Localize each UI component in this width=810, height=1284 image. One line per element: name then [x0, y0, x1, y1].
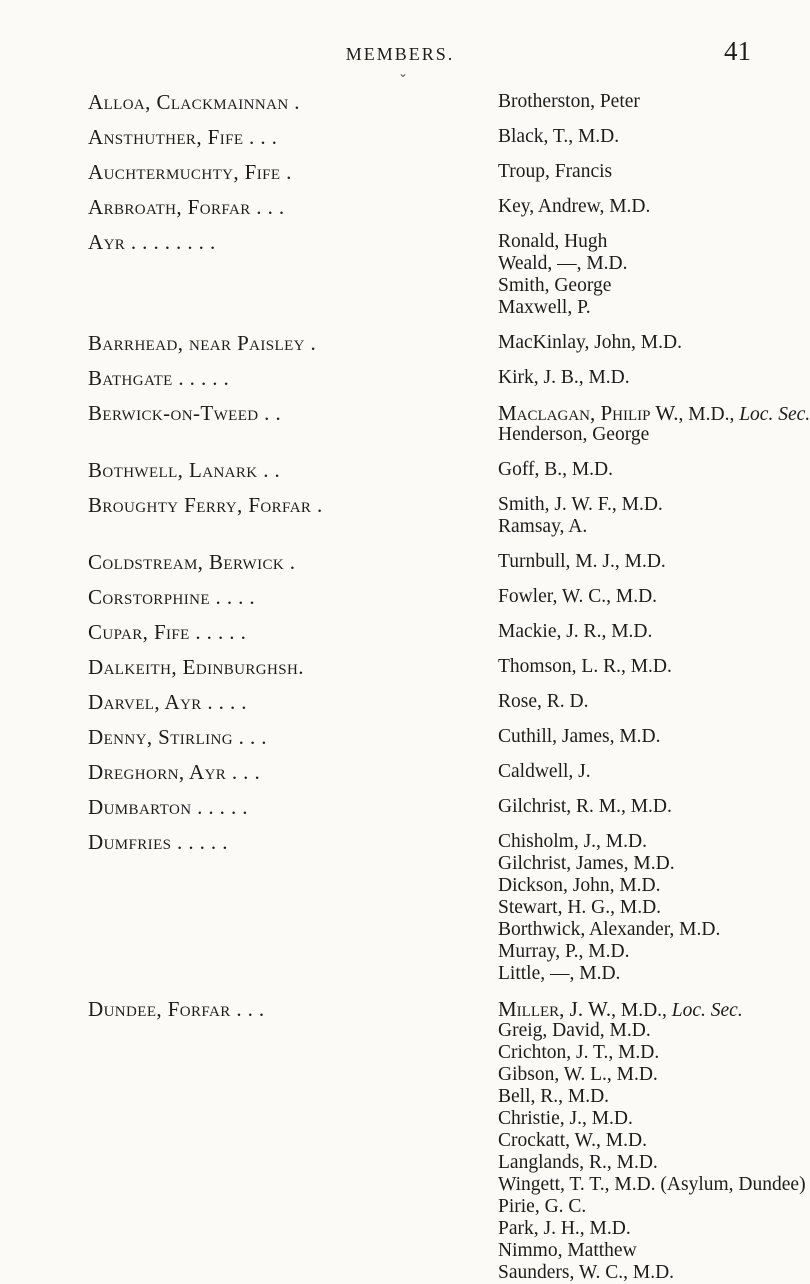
member-name — [498, 231, 798, 253]
member-text: Maxwell, P. — [498, 297, 591, 318]
member-names — [498, 761, 798, 783]
member-name — [498, 161, 798, 183]
place-name: Dumbarton . . . . . — [88, 795, 248, 819]
place-name: Dreghorn, Ayr . . . — [88, 760, 261, 784]
place-name: Dalkeith, Edinburghsh. — [88, 655, 304, 679]
role-label: Loc. Sec. — [739, 404, 810, 425]
member-names — [498, 691, 798, 713]
member-name — [498, 941, 798, 963]
place-name: Bothwell, Lanark . . — [88, 458, 281, 482]
member-name — [498, 831, 798, 853]
printer-mark: ⌄ — [398, 66, 409, 80]
member-text: Wingett, T. T., M.D. (Asylum, Dundee) — [498, 1174, 806, 1195]
member-text: Stewart, H. G., M.D. — [498, 897, 662, 918]
member-names — [498, 231, 798, 319]
secretary-name: Miller, J. W. — [498, 997, 612, 1021]
member-name — [498, 1086, 798, 1108]
member-name — [498, 459, 798, 481]
member-text: Key, Andrew, M.D. — [498, 196, 651, 217]
member-name — [498, 494, 798, 516]
member-names — [498, 621, 798, 643]
member-text: Murray, P., M.D. — [498, 941, 630, 962]
place-name: Arbroath, Forfar . . . — [88, 195, 285, 219]
member-text: MacKinlay, John, M.D. — [498, 332, 682, 353]
place-name: Coldstream, Berwick . — [88, 550, 296, 574]
secretary-name: Maclagan, Philip W. — [498, 401, 679, 425]
member-names — [498, 831, 798, 985]
member-names — [498, 656, 798, 678]
member-text: Ronald, Hugh — [498, 231, 608, 252]
member-text: Rose, R. D. — [498, 691, 589, 712]
member-text: Ramsay, A. — [498, 516, 588, 537]
member-text: Park, J. H., M.D. — [498, 1218, 631, 1239]
member-name — [498, 332, 798, 354]
member-name — [498, 1196, 798, 1218]
member-names — [498, 494, 798, 538]
place-name: Ansthuther, Fife . . . — [88, 125, 278, 149]
member-name — [498, 424, 798, 446]
member-name — [498, 367, 798, 389]
member-name — [498, 1218, 798, 1240]
member-names — [498, 551, 798, 573]
member-name — [498, 551, 798, 573]
member-text: Gilchrist, James, M.D. — [498, 853, 675, 874]
member-name — [498, 586, 798, 608]
member-text: Nimmo, Matthew — [498, 1240, 637, 1261]
member-text: Troup, Francis — [498, 161, 613, 182]
member-text: Christie, J., M.D. — [498, 1108, 633, 1129]
place-name: Cupar, Fife . . . . . — [88, 620, 247, 644]
member-name — [498, 963, 798, 985]
place-name: Dumfries . . . . . — [88, 830, 228, 854]
member-text: Pirie, G. C. — [498, 1196, 587, 1217]
member-name — [498, 516, 798, 538]
member-name — [498, 919, 798, 941]
member-text: Black, T., M.D. — [498, 126, 620, 147]
member-name — [498, 1174, 806, 1196]
place-name: Auchtermuchty, Fife . — [88, 160, 292, 184]
member-name — [498, 91, 798, 113]
member-name — [498, 297, 798, 319]
member-name — [498, 621, 798, 643]
member-text: , M.D., — [678, 404, 740, 425]
member-name — [498, 691, 798, 713]
member-text: Smith, J. W. F., M.D. — [498, 494, 663, 515]
place-name: Alloa, Clackmainnan . — [88, 90, 300, 114]
member-name — [498, 1240, 798, 1262]
member-text: Henderson, George — [498, 424, 650, 445]
member-names — [498, 401, 810, 446]
member-text: Mackie, J. R., M.D. — [498, 621, 653, 642]
member-names — [498, 459, 798, 481]
member-name — [498, 761, 798, 783]
member-text: Borthwick, Alexander, M.D. — [498, 919, 721, 940]
member-text: Langlands, R., M.D. — [498, 1152, 658, 1173]
place-name: Dundee, Forfar . . . — [88, 997, 265, 1021]
running-header-title: MEMBERS. — [345, 44, 455, 64]
page-number: 41 — [724, 36, 751, 66]
member-text: Gibson, W. L., M.D. — [498, 1064, 658, 1085]
member-text: Kirk, J. B., M.D. — [498, 367, 630, 388]
member-text: Turnbull, M. J., M.D. — [498, 551, 666, 572]
role-label: Loc. Sec. — [671, 1000, 743, 1021]
member-names — [498, 126, 798, 148]
member-text: Caldwell, J. — [498, 761, 591, 782]
place-name: Barrhead, near Paisley . — [88, 331, 317, 355]
member-text: Saunders, W. C., M.D. — [498, 1262, 675, 1283]
member-text: Goff, B., M.D. — [498, 459, 614, 480]
member-names — [498, 796, 798, 818]
member-name — [498, 196, 798, 218]
member-name — [498, 796, 798, 818]
member-names — [498, 161, 798, 183]
member-name — [498, 1020, 798, 1042]
member-text: Gilchrist, R. M., M.D. — [498, 796, 672, 817]
member-name — [498, 1064, 798, 1086]
member-text: Dickson, John, M.D. — [498, 875, 661, 896]
member-text: Greig, David, M.D. — [498, 1020, 651, 1041]
member-text: Crichton, J. T., M.D. — [498, 1042, 660, 1063]
member-names — [498, 367, 798, 389]
member-text: Crockatt, W., M.D. — [498, 1130, 647, 1151]
member-names — [498, 91, 798, 113]
member-text: Brotherston, Peter — [498, 91, 640, 112]
member-names — [498, 997, 806, 1284]
member-name — [498, 875, 798, 897]
place-name: Corstorphine . . . . — [88, 585, 256, 609]
place-name: Broughty Ferry, Forfar . — [88, 493, 323, 517]
member-name — [498, 275, 798, 297]
member-name — [498, 853, 798, 875]
member-name — [498, 897, 798, 919]
member-name — [498, 656, 798, 678]
place-name: Berwick-on-Tweed . . — [88, 401, 282, 425]
member-names — [498, 586, 798, 608]
member-name — [498, 1108, 798, 1130]
member-name — [498, 1262, 798, 1284]
member-text: Weald, —, M.D. — [498, 253, 628, 274]
member-name — [498, 1130, 798, 1152]
place-name: Denny, Stirling . . . — [88, 725, 267, 749]
member-names — [498, 726, 798, 748]
member-name — [498, 253, 798, 275]
member-text: Thomson, L. R., M.D. — [498, 656, 672, 677]
member-text: Bell, R., M.D. — [498, 1086, 610, 1107]
place-name: Bathgate . . . . . — [88, 366, 230, 390]
member-text: Fowler, W. C., M.D. — [498, 586, 658, 607]
member-name — [498, 1042, 798, 1064]
member-name — [498, 401, 810, 425]
member-text: Little, —, M.D. — [498, 963, 621, 984]
place-name: Darvel, Ayr . . . . — [88, 690, 247, 714]
member-name — [498, 998, 798, 1020]
member-names — [498, 332, 798, 354]
place-name: Ayr . . . . . . . . — [88, 230, 216, 254]
member-text: Smith, George — [498, 275, 612, 296]
member-names — [498, 196, 798, 218]
member-name — [498, 126, 798, 148]
member-text: Cuthill, James, M.D. — [498, 726, 661, 747]
member-text: Chisholm, J., M.D. — [498, 831, 647, 852]
member-name — [498, 726, 798, 748]
member-name — [498, 1152, 798, 1174]
member-text: , M.D., — [611, 1000, 672, 1021]
